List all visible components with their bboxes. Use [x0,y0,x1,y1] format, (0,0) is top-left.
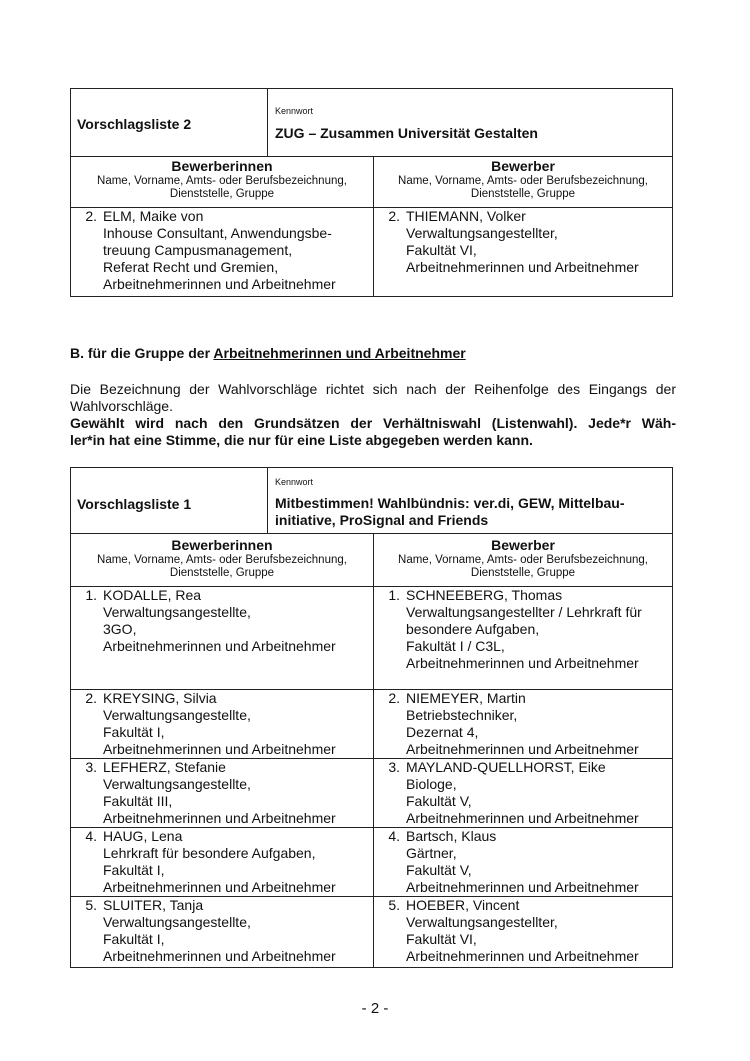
candidate-details [103,690,336,758]
candidate-details [103,208,336,296]
candidate-detail-line: Fakultät V, [406,793,472,809]
women-column [71,534,374,967]
candidate-entry [71,587,373,690]
candidate-number: 2. [85,208,97,224]
candidate-details [103,828,336,896]
men-column-header [374,534,672,587]
men-header: Bewerber [491,537,555,553]
women-column-header [71,157,373,208]
candidate-detail-line: Arbeitnehmerinnen und Arbeitnehmer [406,655,639,671]
intro-paragraph [70,381,676,415]
section-b-prefix: B. für die Gruppe der [70,345,214,361]
intro-line: Wahlvorschläge. [70,398,173,414]
candidate-details [406,759,639,827]
column-subtitle: Name, Vorname, Amts- oder Berufsbezeichnung, [97,175,347,187]
candidate-list-1-table [70,467,673,968]
candidate-details [406,208,639,296]
candidate-number: 1. [85,587,97,603]
kennwort-value [275,495,625,529]
candidate-name: Bartsch, Klaus [406,828,497,844]
candidate-details [103,587,336,689]
section-b-group: Arbeitnehmerinnen und Arbeitnehmer [213,345,466,361]
candidate-name: MAYLAND-QUELLHORST, Eike [406,759,606,775]
candidate-name: SCHNEEBERG, Thomas [406,587,563,603]
candidate-name: ELM, Maike von [103,208,204,224]
column-subtitle: Dienststelle, Gruppe [470,567,576,579]
men-entries [374,587,672,967]
candidate-entry [374,897,672,967]
candidate-name: HAUG, Lena [103,828,183,844]
women-column-header [71,534,373,587]
list-header [71,89,672,157]
candidate-detail-line: Fakultät I, [103,724,165,740]
candidate-detail-line: Betriebstechniker, [406,707,518,723]
candidate-name: LEFHERZ, Stefanie [103,759,226,775]
candidate-name: NIEMEYER, Martin [406,690,526,706]
candidate-entry [374,208,672,296]
kennwort-line: initiative, ProSignal and Friends [275,512,489,528]
candidate-entry [374,828,672,897]
column-subtitle: Name, Vorname, Amts- oder Berufsbezeichnung, [398,175,648,187]
candidate-name: HOEBER, Vincent [406,897,520,913]
candidate-detail-line: Verwaltungsangestellte, [103,914,251,930]
women-header: Bewerberinnen [171,158,273,174]
candidate-entry [374,759,672,828]
kennwort-label: Kennwort [275,477,314,487]
page-number: - 2 - [361,1000,389,1017]
candidate-entry [71,897,373,967]
women-header: Bewerberinnen [171,537,273,553]
candidate-number: 3. [85,759,97,775]
candidate-detail-line: Inhouse Consultant, Anwendungsbe- [103,225,332,241]
candidate-details [406,587,642,689]
candidate-details [406,690,639,758]
candidate-number: 2. [388,208,400,224]
candidate-detail-line: Arbeitnehmerinnen und Arbeitnehmer [406,810,639,826]
candidate-detail-line: Dezernat 4, [406,724,479,740]
section-b-heading [70,345,466,361]
candidate-columns [71,157,672,296]
candidate-detail-line: besondere Aufgaben, [406,621,540,637]
women-entries [71,587,373,967]
candidate-detail-line: Verwaltungsangestellte, [103,776,251,792]
candidate-detail-line: Fakultät VI, [406,931,477,947]
candidate-detail-line: Verwaltungsangestellte, [103,707,251,723]
candidate-number: 3. [388,759,400,775]
candidate-details [103,897,336,967]
candidate-detail-line: Fakultät I, [103,862,165,878]
candidate-number: 5. [388,897,400,913]
candidate-detail-line: Lehrkraft für besondere Aufgaben, [103,845,316,861]
column-subtitle: Name, Vorname, Amts- oder Berufsbezeichnung, [398,554,648,566]
candidate-detail-line: Fakultät I, [103,931,165,947]
women-column [71,157,374,296]
candidate-entry [71,208,373,296]
candidate-detail-line: Arbeitnehmerinnen und Arbeitnehmer [406,879,639,895]
candidate-detail-line: Fakultät V, [406,862,472,878]
header-divider [267,468,268,533]
candidate-number: 4. [85,828,97,844]
column-subtitle: Name, Vorname, Amts- oder Berufsbezeichnung, [97,554,347,566]
candidate-entry [374,690,672,759]
men-entries [374,208,672,296]
candidate-name: SLUITER, Tanja [103,897,204,913]
rules-line: Gewählt wird nach den Grundsätzen der Verhältniswahl (Listenwahl). Jede*r Wäh- [70,415,676,431]
candidate-detail-line: Arbeitnehmerinnen und Arbeitnehmer [103,276,336,292]
header-divider [267,89,268,156]
column-subtitle: Dienststelle, Gruppe [169,188,275,200]
candidate-detail-line: Fakultät III, [103,793,173,809]
voting-rules-paragraph [70,415,676,449]
candidate-detail-line: Verwaltungsangestellter, [406,914,558,930]
candidate-detail-line: Arbeitnehmerinnen und Arbeitnehmer [103,948,336,964]
candidate-detail-line: Arbeitnehmerinnen und Arbeitnehmer [103,810,336,826]
candidate-detail-line: Referat Recht und Gremien, [103,259,279,275]
candidate-number: 1. [388,587,400,603]
candidate-entry [71,828,373,897]
candidate-details [406,897,639,967]
candidate-number: 2. [388,690,400,706]
candidate-detail-line: Arbeitnehmerinnen und Arbeitnehmer [103,741,336,757]
men-column-header [374,157,672,208]
candidate-detail-line: Arbeitnehmerinnen und Arbeitnehmer [406,948,639,964]
candidate-number: 4. [388,828,400,844]
candidate-number: 2. [85,690,97,706]
candidate-detail-line: Biologe, [406,776,457,792]
list-header [71,468,672,534]
column-subtitle: Dienststelle, Gruppe [470,188,576,200]
kennwort-line: Mitbestimmen! Wahlbündnis: ver.di, GEW, Mittelbau- [275,495,625,511]
list-label: Vorschlagsliste 2 [77,116,192,132]
candidate-name: KREYSING, Silvia [103,690,217,706]
candidate-details [103,759,336,827]
candidate-entry [71,759,373,828]
candidate-detail-line: Arbeitnehmerinnen und Arbeitnehmer [406,259,639,275]
candidate-detail-line: Fakultät I / C3L, [406,638,505,654]
candidate-detail-line: Verwaltungsangestellter / Lehrkraft für [406,604,642,620]
men-header: Bewerber [491,158,555,174]
candidate-detail-line: 3GO, [103,621,137,637]
candidate-detail-line: Gärtner, [406,845,457,861]
kennwort-label: Kennwort [275,106,314,116]
candidate-details [406,828,639,896]
candidate-detail-line: Fakultät VI, [406,242,477,258]
list-label: Vorschlagsliste 1 [77,496,192,512]
candidate-name: THIEMANN, Volker [406,208,526,224]
candidate-detail-line: Verwaltungsangestellter, [406,225,558,241]
women-entries [71,208,373,296]
intro-line: Die Bezeichnung der Wahlvorschläge richtet sich nach der Reihenfolge des Eingangs der [70,381,676,397]
men-column [374,534,672,967]
candidate-detail-line: treuung Campusmanagement, [103,242,293,258]
kennwort-value: ZUG – Zusammen Universität Gestalten [275,125,538,141]
candidate-name: KODALLE, Rea [103,587,202,603]
candidate-number: 5. [85,897,97,913]
candidate-entry [374,587,672,690]
candidate-detail-line: Arbeitnehmerinnen und Arbeitnehmer [103,638,336,654]
rules-line: ler*in hat eine Stimme, die nur für eine Liste abgegeben werden kann. [70,432,533,448]
candidate-entry [71,690,373,759]
candidate-detail-line: Verwaltungsangestellte, [103,604,251,620]
candidate-list-2-table [70,88,673,297]
column-subtitle: Dienststelle, Gruppe [169,567,275,579]
candidate-columns [71,534,672,967]
candidate-detail-line: Arbeitnehmerinnen und Arbeitnehmer [103,879,336,895]
candidate-detail-line: Arbeitnehmerinnen und Arbeitnehmer [406,741,639,757]
men-column [374,157,672,296]
